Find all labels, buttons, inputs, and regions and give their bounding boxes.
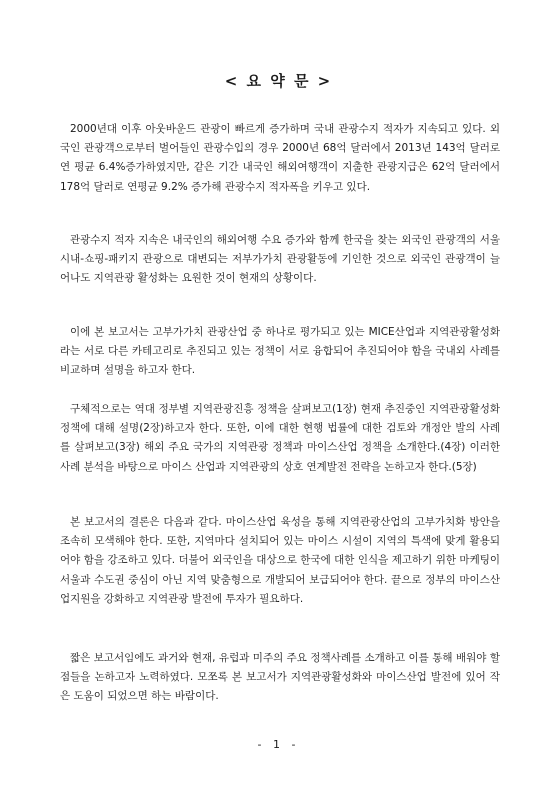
paragraph-closing: 짧은 보고서임에도 과거와 현재, 유럽과 미주의 주요 정책사례를 소개하고 이를 통해 배워야 할 점들을 논하고자 노력하였다. 모쪼록 본 보고서가 지역관광활성화와 마이스산업 발전에 있어 작은 도움이 되었으면 하는 바람이다. — [60, 652, 500, 703]
paragraph-report-structure: 구체적으로는 역대 정부별 지역관광진흥 정책을 살펴보고(1장) 현재 추진중인 지역관광활성화 정책에 대해 설명(2장)하고자 한다. 또한, 이에 대한 현행 법률에 대한 검토와 개정안 발의 사례를 살펴보고(3장) 해외 주요 국가의 지역관광 정책과 마이스산업 정책을 소개한다.(4장) 이러한 사례 분석을 바탕으로 마이스 산업과 지역관광의 상호 연계발전 전략을 논하고자 한다.(5장) — [60, 403, 500, 473]
paragraph-deficit-causes: 관광수지 적자 지속은 내국인의 해외여행 수요 증가와 함께 한국을 찾는 외국인 관광객의 서울시내-쇼핑-패키지 관광으로 대변되는 저부가가치 관광활동에 기인한 것으로 외국인 관광객이 늘어나도 지역관광 활성화는 요원한 것이 현재의 상황이다. — [60, 234, 500, 285]
paragraph-report-purpose: 이에 본 보고서는 고부가가치 관광산업 중 하나로 평가되고 있는 MICE산업과 지역관광활성화라는 서로 다른 카테고리로 추진되고 있는 정책이 서로 융합되어 추진되어야 함을 국내외 사례를 비교하며 설명을 하고자 한다. — [60, 326, 500, 377]
page-number: - 1 - — [257, 738, 300, 751]
paragraph-tourism-deficit: 2000년대 이후 아웃바운드 관광이 빠르게 증가하며 국내 관광수지 적자가 지속되고 있다. 외국인 관광객으로부터 벌어들인 관광수입의 경우 2000년 68억 달러에서 2013년 143억 달러로 연 평균 6.4%증가하였지만, 같은 기간 내국인 해외여행객이 지출한 관광지급은 62억 달러에서 178억 달러로 연평균 9.2% 증가해 관광수지 적자폭을 키우고 있다. — [60, 123, 500, 193]
page-title: < 요 약 문 > — [224, 72, 333, 90]
paragraph-conclusion: 본 보고서의 결론은 다음과 같다. 마이스산업 육성을 통해 지역관광산업의 고부가치화 방안을 조속히 모색해야 한다. 또한, 지역마다 설치되어 있는 마이스 시설이 지역의 특색에 맞게 활용되어야 함을 강조하고 있다. 더불어 외국인을 대상으로 한국에 대한 인식을 제고하기 위한 마케팅이 서울과 수도권 중심이 아닌 지역 맞춤형으로 개발되어 보급되어야 한다. 끝으로 정부의 마이스산업지원을 강화하고 지역관광 발전에 투자가 필요하다. — [60, 516, 500, 605]
